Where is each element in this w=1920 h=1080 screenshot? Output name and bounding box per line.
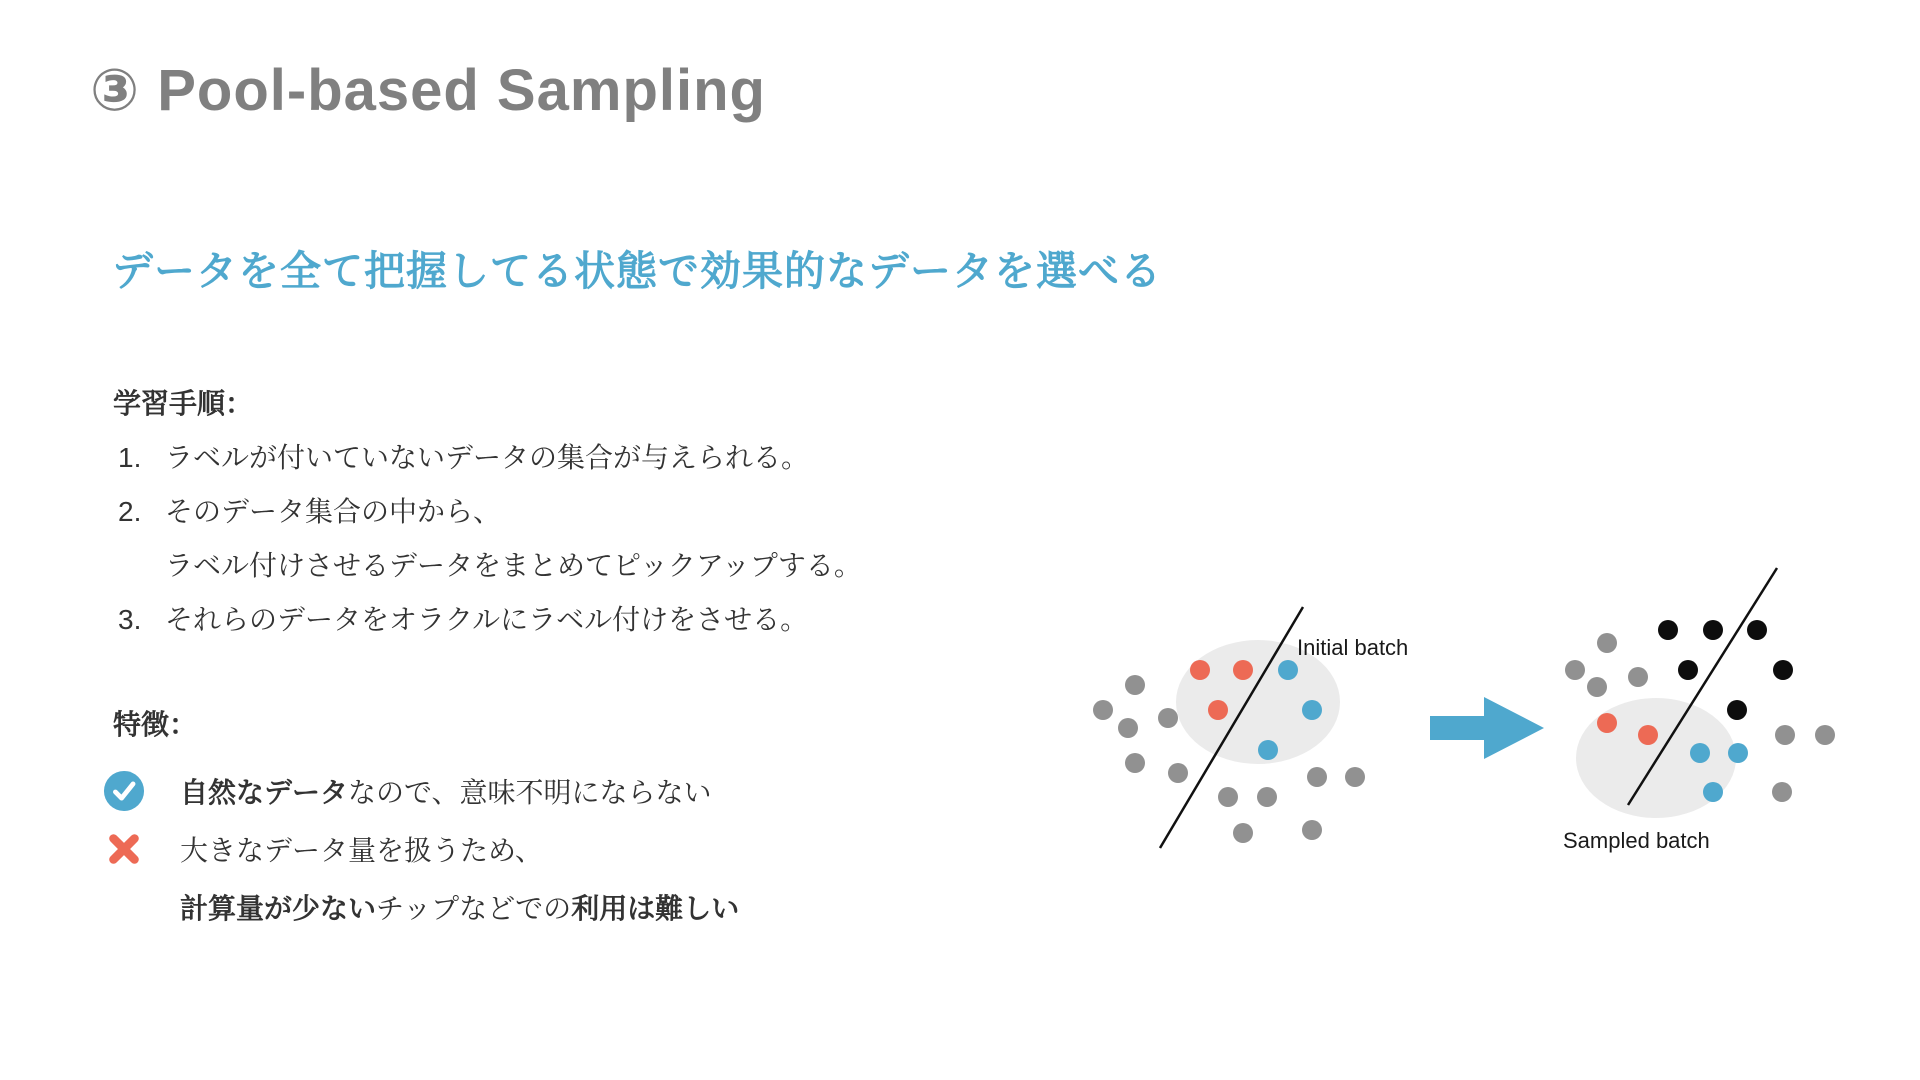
gray-data-dot xyxy=(1125,753,1145,773)
gray-data-dot xyxy=(1775,725,1795,745)
gray-data-dot xyxy=(1125,675,1145,695)
features-heading: 特徴： xyxy=(113,709,198,740)
gray-data-dot xyxy=(1587,677,1607,697)
gray-data-dot xyxy=(1815,725,1835,745)
black-data-dot xyxy=(1747,620,1767,640)
con-regular: チップなどでの xyxy=(376,893,572,924)
con-bold-2: 利用は難しい xyxy=(571,893,740,924)
gray-data-dot xyxy=(1218,787,1238,807)
step-number: 3. xyxy=(118,604,142,635)
step-text: そのデータ集合の中から、 xyxy=(165,496,502,527)
step-text: ラベル付けさせるデータをまとめてピックアップする。 xyxy=(165,550,862,581)
black-data-dot xyxy=(1773,660,1793,680)
red-data-dot xyxy=(1638,725,1658,745)
headline: データを全て把握してる状態で効果的なデータを選べる xyxy=(112,248,1162,294)
red-data-dot xyxy=(1597,713,1617,733)
feature-con-line1: 大きなデータ量を扱うため、 xyxy=(180,835,543,866)
red-data-dot xyxy=(1190,660,1210,680)
feature-pro-regular: なので、意味不明にならない xyxy=(348,777,712,808)
blue-data-dot xyxy=(1703,782,1723,802)
con-bold-1: 計算量が少ない xyxy=(180,893,377,924)
black-data-dot xyxy=(1703,620,1723,640)
gray-data-dot xyxy=(1597,633,1617,653)
black-data-dot xyxy=(1658,620,1678,640)
procedure-heading: 学習手順： xyxy=(113,388,254,419)
gray-data-dot xyxy=(1093,700,1113,720)
initial-batch-group xyxy=(1093,607,1408,848)
gray-data-dot xyxy=(1345,767,1365,787)
step-text: それらのデータをオラクルにラベル付けをさせる。 xyxy=(165,604,809,635)
black-data-dot xyxy=(1678,660,1698,680)
blue-data-dot xyxy=(1728,743,1748,763)
gray-data-dot xyxy=(1233,823,1253,843)
gray-data-dot xyxy=(1628,667,1648,687)
gray-data-dot xyxy=(1158,708,1178,728)
diagram-label: Sampled batch xyxy=(1563,828,1710,853)
transition-arrow-icon xyxy=(1430,697,1544,759)
step-number: 2. xyxy=(118,496,142,527)
gray-data-dot xyxy=(1565,660,1585,680)
gray-data-dot xyxy=(1168,763,1188,783)
gray-data-dot xyxy=(1772,782,1792,802)
step-text: ラベルが付いていないデータの集合が与えられる。 xyxy=(165,442,810,473)
diagram-label: Initial batch xyxy=(1297,635,1409,660)
red-data-dot xyxy=(1233,660,1253,680)
gray-data-dot xyxy=(1118,718,1138,738)
gray-data-dot xyxy=(1307,767,1327,787)
blue-data-dot xyxy=(1302,700,1322,720)
blue-data-dot xyxy=(1690,743,1710,763)
red-data-dot xyxy=(1208,700,1228,720)
slide-title: ③ Pool-based Sampling xyxy=(90,58,766,123)
blue-data-dot xyxy=(1258,740,1278,760)
black-data-dot xyxy=(1727,700,1747,720)
sampled-batch-group xyxy=(1563,568,1835,853)
blue-data-dot xyxy=(1278,660,1298,680)
gray-data-dot xyxy=(1257,787,1277,807)
step-number: 1. xyxy=(118,442,142,473)
feature-pro-bold: 自然なデータ xyxy=(180,777,349,808)
gray-data-dot xyxy=(1302,820,1322,840)
